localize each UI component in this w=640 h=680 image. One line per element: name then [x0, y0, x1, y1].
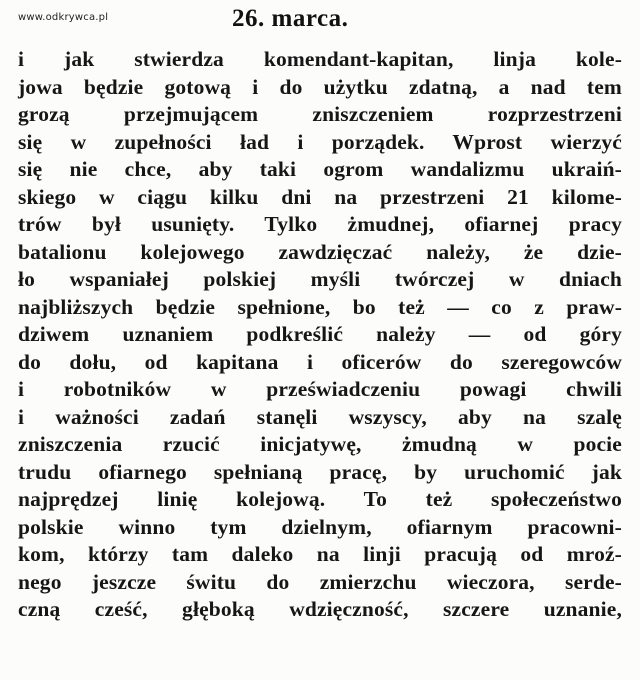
article-line: dziwem uznaniem podkreślić należy — od góry [18, 322, 622, 346]
article-line: czną cześć, głęboką wdzięczność, szczere uznanie, [18, 597, 622, 621]
site-watermark: www.odkrywca.pl [18, 12, 109, 23]
article-line: najbliższych będzie spełnione, bo też — co z praw- [18, 294, 622, 319]
article-line: trów był usunięty. Tylko żmudnej, ofiarnej pracy [18, 212, 622, 236]
article-line: kom, którzy tam daleko na linji pracują od mroź- [18, 542, 622, 566]
article-line: grozą przejmującem zniszczeniem rozprzestrzeni [18, 102, 622, 126]
article-line: batalionu kolejowego zawdzięczać należy, że dzie- [18, 239, 622, 264]
article-line: i ważności zadań stanęli wszyscy, aby na szalę [18, 404, 622, 429]
article-line: trudu ofiarnego spełnianą pracę, by uruchomić jak [18, 459, 622, 484]
article-line: polskie winno tym dzielnym, ofiarnym pracowni- [18, 514, 622, 539]
page-date-heading: 26. marca. [232, 5, 349, 32]
article-line: jowa będzie gotową i do użytku zdatną, a nad tem [18, 74, 622, 99]
article-line: skiego w ciągu kilku dni na przestrzeni 21 kilome- [18, 184, 622, 209]
article-line: i robotników w przeświadczeniu powagi chwili [18, 377, 622, 401]
article-line: się w zupełności ład i porządek. Wprost wierzyć [18, 129, 622, 154]
article-line: nego jeszcze świtu do zmierzchu wieczora, serde- [18, 569, 622, 594]
article-line: ło wspaniałej polskiej myśli twórczej w dniach [18, 267, 622, 291]
article-line: i jak stwierdza komendant-kapitan, linja kole- [18, 47, 622, 71]
article-body [0, 46, 640, 624]
article-line: najprędzej linię kolejową. To też społeczeństwo [18, 487, 622, 511]
article-line: zniszczenia rzucić inicjatywę, żmudną w pocie [18, 432, 622, 456]
article-line: się nie chce, aby taki ogrom wandalizmu ukraiń- [18, 157, 622, 181]
article-line: do dołu, od kapitana i oficerów do szeregowców [18, 349, 622, 374]
